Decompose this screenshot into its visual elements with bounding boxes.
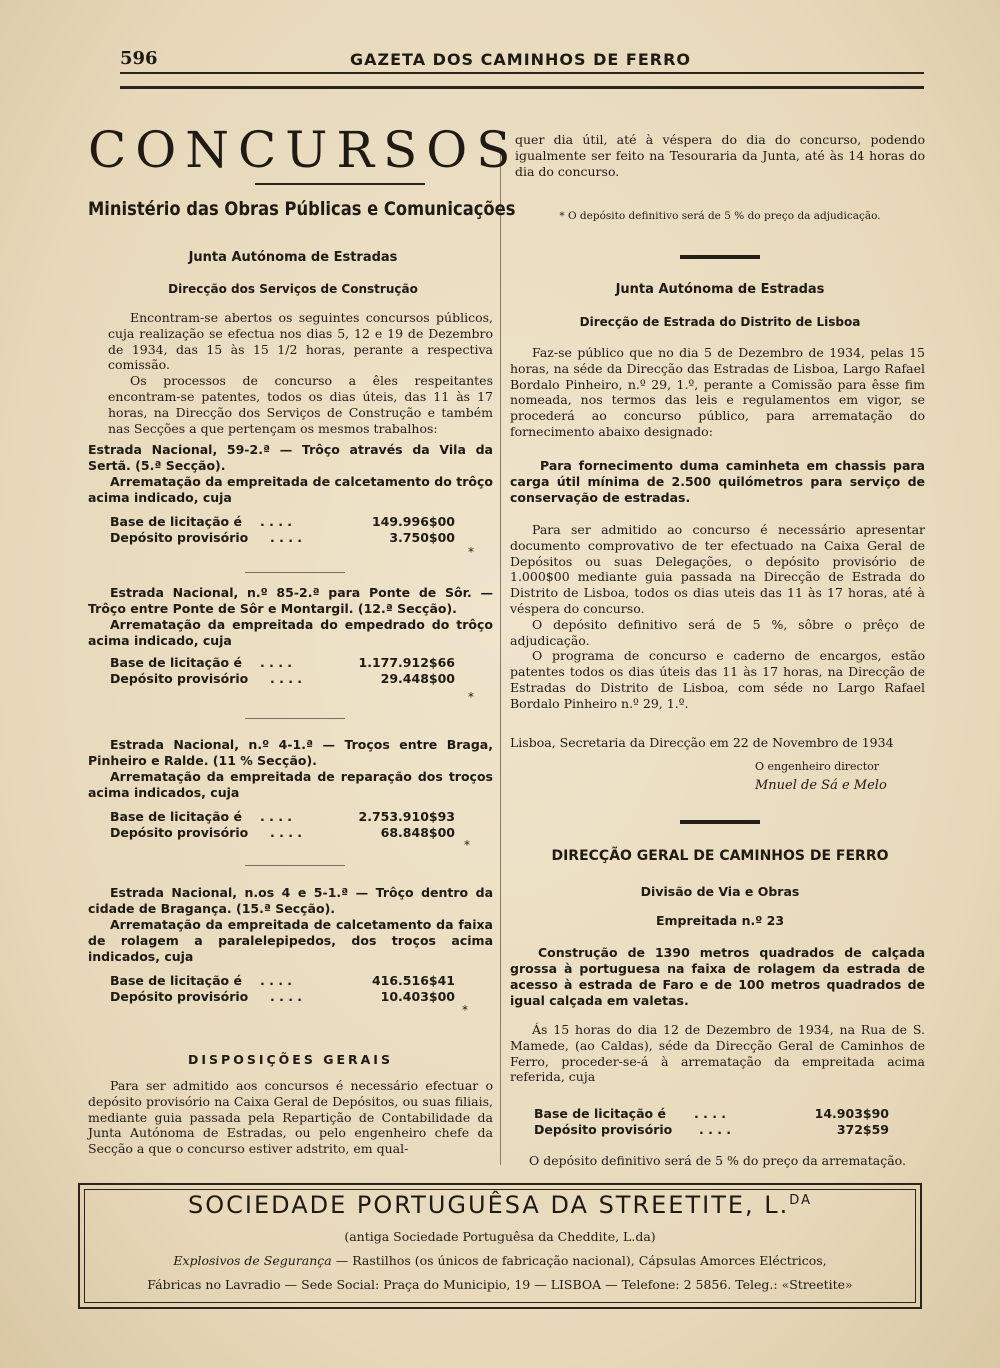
item-title: Estrada Nacional, 59-2.ª — Trôço através da Vila da Sertã. (5.ª Secção). — [88, 442, 493, 473]
publication-title: GAZETA DOS CAMINHOS DE FERRO — [350, 50, 692, 69]
dept-heading: Direcção dos Serviços de Construção — [168, 282, 418, 296]
intro-paragraph-2: Os processos de concurso a êles respeitantes encontram-se patentes, todos os dias úteis, das 11 às 17 horas, na Direcção dos Serviços de Construção e também nas Secções a que pertençam os mesmos trabalhos: — [108, 373, 493, 436]
dateline: Lisboa, Secretaria da Direcção em 22 de Novembro de 1934 — [510, 735, 894, 750]
deposit-row: Depósito provisório . . . . 3.750$00 — [110, 530, 455, 545]
lisbon-paragraph-1: Faz-se público que no dia 5 de Dezembro de 1934, pelas 15 horas, na séde da Direcção das Estradas de Lisboa, Largo Rafael Bordalo Pinheiro, n.º 29, 1.º, perante a Comissão para êsse fim nomeada, nos termos das leis e regulamentos em vigor, se procederá ao concurso público, para arrematação do fornecimento abaixo designado: — [510, 345, 925, 439]
deposit-value: 29.448$00 — [380, 671, 455, 686]
item-title: Estrada Nacional, n.º 85-2.ª para Ponte de Sôr. — Trôço entre Ponte de Sôr e Montargil. (12.ª Secção). — [88, 585, 493, 616]
deposit-row: Depósito provisório . . . . 372$59 — [534, 1122, 889, 1137]
footnote-marker: * — [468, 545, 474, 559]
header-rule-2 — [120, 86, 924, 89]
item-work: Arrematação da empreitada do empedrado do trôço acima indicado, cuja — [88, 617, 493, 648]
railway-prices — [534, 1106, 889, 1138]
base-value: 2.753.910$93 — [358, 809, 455, 824]
general-provisions-text: Para ser admitido aos concursos é necessário efectuar o depósito provisório na Caixa Geral de Depósitos, ou suas filiais, mediante guia passada pela Repartição de Contabilidade da Junta Autónoma de Estradas, ou pelo engenheiro chefe da Secção a que o concurso estiver adstrito, em qual- — [88, 1078, 493, 1157]
tender-item-4 — [88, 885, 493, 1005]
base-row: Base de licitação é . . . . 416.516$41 — [110, 973, 455, 988]
deposit-row: Depósito provisório . . . . 29.448$00 — [110, 671, 455, 686]
contract-number: Empreitada n.º 23 — [655, 913, 785, 928]
tender-item-3 — [88, 737, 493, 841]
deposit-value: 10.403$00 — [380, 989, 455, 1004]
item-separator — [245, 572, 345, 573]
base-row: Base de licitação é . . . . 2.753.910$93 — [110, 809, 455, 824]
lisbon-paragraph-4: O programa de concurso e caderno de encargos, estão patentes todos os dias úteis das 11 às 17 horas, na Direcção de Estradas do Distrito de Lisboa, com séde no Largo Rafael Bordalo Pinheiro n.º 29, 1.º. — [510, 648, 925, 711]
signature-title: O engenheiro director — [755, 760, 880, 773]
deposit-value: 3.750$00 — [389, 530, 455, 545]
continued-text: quer dia útil, até à véspera do dia do concurso, podendo igualmente ser feito na Tesouraria da Junta, até às 14 horas do dia do concurso. — [515, 132, 925, 179]
base-row: Base de licitação é . . . . 149.996$00 — [110, 514, 455, 529]
page-number: 596 — [120, 48, 158, 69]
deposit-row: Depósito provisório . . . . 10.403$00 — [110, 989, 455, 1004]
base-value: 14.903$90 — [814, 1106, 889, 1121]
item-title: Estrada Nacional, n.º 4-1.ª — Troços entre Braga, Pinheiro e Ralde. (11 % Secção). — [88, 737, 493, 768]
lisbon-notice-text — [510, 345, 925, 440]
footnote-marker: * — [462, 1003, 468, 1017]
lisbon-item-bold: Para fornecimento duma caminheta em chassis para carga útil mínima de 2.500 quilómetros para serviço de conservação de estradas. — [510, 458, 925, 505]
headline: CONCURSOS — [88, 121, 520, 179]
railway-item-bold: Construção de 1390 metros quadrados de calçada grossa à portuguesa na faixa de rolagem da estrada de acesso à estrada de Faro e de 100 metros quadrados de igual calçada em valetas. — [510, 945, 925, 1008]
signature-name: Mnuel de Sá e Melo — [755, 778, 887, 793]
div3-heading: Divisão de Via e Obras — [640, 884, 800, 899]
header-rule — [120, 72, 924, 74]
products-line: Explosivos de Segurança — Rastilhos (os únicos de fabricação nacional), Cápsulas Amorces Eléctricos, — [173, 1253, 827, 1268]
tender-item-1 — [88, 442, 493, 546]
company-name: SOCIEDADE PORTUGUÊSA DA STREETITE, L.$^{DA}$ — [188, 1191, 812, 1219]
lisbon-paragraph-2: Para ser admitido ao concurso é necessário apresentar documento comprovativo de ter efectuado na Caixa Geral de Depósitos ou suas Delegações, o depósito provisório de 1.000$00 mediante guia passada na Direcção de Estrada do Distrito de Lisboa, todos os dias uteis das 11 às 17 horas, até à véspera do concurso. — [510, 522, 925, 616]
intro-paragraph-1: Encontram-se abertos os seguintes concursos públicos, cuja realização se efectua nos dias 5, 12 e 19 de Dezembro de 1934, das 15 às 15 1/2 horas, perante a respectiva comissão. — [108, 310, 493, 373]
footnote: * O depósito definitivo será de 5 % do preço da adjudicação. — [559, 210, 881, 222]
former-name: (antiga Sociedade Portuguêsa da Cheddite, L.da) — [344, 1229, 656, 1244]
footnote-marker: * — [468, 690, 474, 704]
deposit-value: 68.848$00 — [380, 825, 455, 840]
lisbon-paragraph-3: O depósito definitivo será de 5 %, sôbre o prêço de adjudicação. — [510, 616, 925, 648]
lisbon-conditions — [510, 522, 925, 712]
address-line: Fábricas no Lavradio — Sede Social: Praça do Municipio, 19 — LISBOA — Telefone: 2 5856. Teleg.: «Streetite» — [147, 1277, 853, 1292]
item-work: Arrematação da empreitada de calcetamento da faixa de rolagem a paralelepipedos, dos troços acima indicados, cuja — [88, 917, 493, 964]
base-value: 416.516$41 — [371, 973, 455, 988]
deposit-row: Depósito provisório . . . . 68.848$00 — [110, 825, 455, 840]
org-heading: Junta Autónoma de Estradas — [188, 250, 398, 265]
headline-underline — [255, 183, 425, 185]
item-work: Arrematação da empreitada de reparação dos troços acima indicados, cuja — [88, 769, 493, 800]
base-value: 1.177.912$66 — [358, 655, 455, 670]
column-divider — [500, 150, 501, 1165]
item-title: Estrada Nacional, n.os 4 e 5-1.ª — Trôço dentro da cidade de Bragança. (15.ª Secção). — [88, 885, 493, 916]
general-provisions-title: DISPOSIÇÕES GERAIS — [188, 1052, 393, 1067]
intro-text — [108, 310, 493, 436]
base-value: 149.996$00 — [371, 514, 455, 529]
advertisement-box — [78, 1183, 922, 1309]
item-separator — [245, 865, 345, 866]
org3-heading: DIRECÇÃO GERAL DE CAMINHOS DE FERRO — [551, 848, 889, 864]
deposit-value: 372$59 — [836, 1122, 889, 1137]
section-rule — [680, 820, 760, 824]
final-note: O depósito definitivo será de 5 % do preço da arrematação. — [529, 1153, 906, 1168]
base-row: Base de licitação é . . . . 1.177.912$66 — [110, 655, 455, 670]
item-separator — [245, 718, 345, 719]
dept2-heading: Direcção de Estrada do Distrito de Lisboa — [579, 315, 861, 329]
section-rule — [680, 255, 760, 259]
railway-text: Ás 15 horas do dia 12 de Dezembro de 1934, na Rua de S. Mamede, (ao Caldas), séde da Direcção Geral de Caminhos de Ferro, proceder-se-á à arrematação da empreitada acima referida, cuja — [510, 1022, 925, 1085]
item-work: Arrematação da empreitada de calcetamento do trôço acima indicado, cuja — [88, 474, 493, 505]
ministry-heading: Ministério das Obras Públicas e Comunicações — [88, 198, 516, 220]
tender-item-2 — [88, 585, 493, 687]
footnote-marker: * — [464, 838, 470, 852]
base-row: Base de licitação é . . . . 14.903$90 — [534, 1106, 889, 1121]
org2-heading: Junta Autónoma de Estradas — [615, 282, 825, 297]
